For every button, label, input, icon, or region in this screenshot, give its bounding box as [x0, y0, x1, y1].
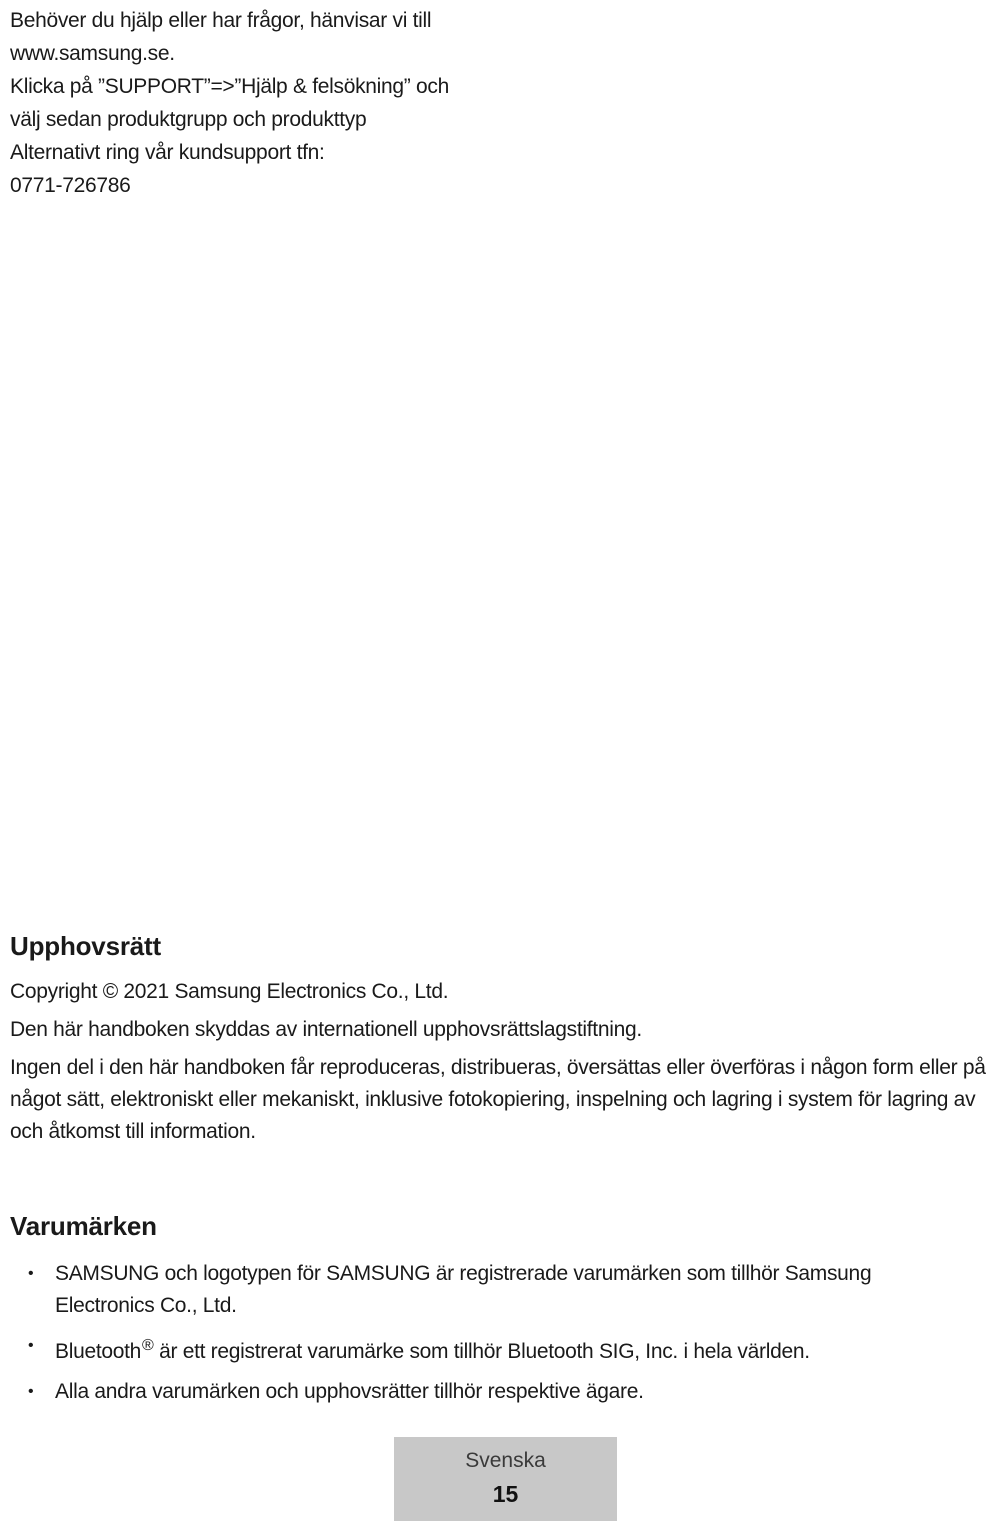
copyright-protection-text: Den här handboken skyddas av internationell upphovsrättslagstiftning. — [10, 1018, 642, 1041]
trademark-text: SAMSUNG och logotypen för SAMSUNG är registrerade varumärken som tillhör Samsung Electronics Co., Ltd. — [55, 1262, 872, 1317]
page-footer — [394, 1437, 617, 1521]
list-item — [10, 1258, 1000, 1322]
support-phone-number: 0771-726786 — [10, 174, 131, 197]
trademarks-section — [10, 1209, 1000, 1416]
support-line: Behöver du hjälp eller har frågor, hänvisar vi till — [10, 9, 432, 32]
support-line: välj sedan produktgrupp och produkttyp — [10, 108, 367, 131]
footer-language: Svenska — [465, 1449, 546, 1472]
trademark-text: Alla andra varumärken och upphovsrätter tillhör respektive ägare. — [55, 1380, 644, 1403]
registered-mark: ® — [142, 1337, 154, 1354]
trademark-list — [10, 1258, 1000, 1408]
bullet-icon: • — [28, 1337, 34, 1354]
trademark-text: Bluetooth — [55, 1340, 142, 1363]
copyright-notice: Copyright © 2021 Samsung Electronics Co., Ltd. — [10, 980, 449, 1003]
trademark-text: är ett registrerat varumärke som tillhör Bluetooth SIG, Inc. i hela världen. — [153, 1340, 810, 1363]
copyright-section — [10, 929, 1000, 1154]
trademarks-heading: Varumärken — [10, 1211, 157, 1241]
list-item — [10, 1376, 1000, 1408]
support-website: www.samsung.se. — [10, 42, 175, 65]
page-number: 15 — [492, 1481, 519, 1507]
bullet-icon: • — [28, 1265, 34, 1282]
bullet-icon: • — [28, 1383, 34, 1400]
support-line: Klicka på ”SUPPORT”=>”Hjälp & felsökning” och — [10, 75, 449, 98]
list-item — [10, 1330, 1000, 1368]
copyright-heading: Upphovsrätt — [10, 931, 161, 961]
support-info — [10, 4, 630, 202]
copyright-reproduction-text: Ingen del i den här handboken får reproduceras, distribueras, översättas eller överföras i någon form eller på något sätt, elektroniskt eller mekaniskt, inklusive fotokopiering, inspelning och lagring i system för lagring av och åtkomst till information. — [10, 1056, 986, 1143]
support-line: Alternativt ring vår kundsupport tfn: — [10, 141, 325, 164]
